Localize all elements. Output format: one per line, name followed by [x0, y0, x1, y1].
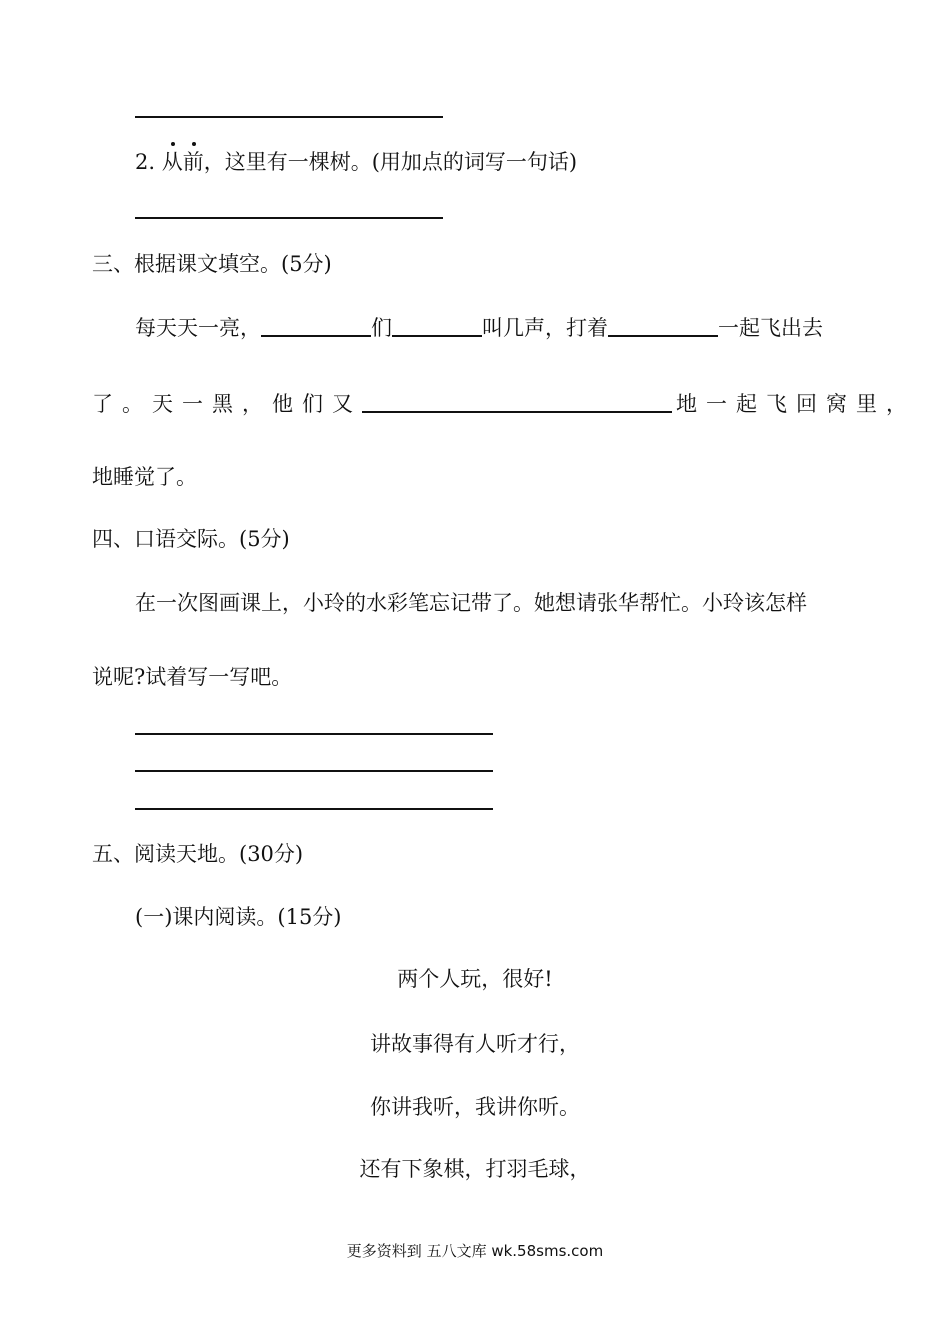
answer-line-q2[interactable]: [135, 217, 443, 219]
section-4-title: 四、口语交际。(5分): [92, 527, 290, 551]
answer-line-s4-3[interactable]: [135, 808, 493, 810]
section-4-prompt-line-2: 说呢?试着写一写吧。: [92, 665, 293, 689]
emphasis-dot-2: [192, 142, 196, 146]
fill-text-1b: 们: [371, 316, 392, 340]
fill-text-2b: 地一起飞回窝里，: [676, 392, 916, 416]
section-5-title: 五、阅读天地。(30分): [92, 842, 304, 866]
section-3-line-1: [135, 313, 823, 342]
footer-watermark: 更多资料到 五八文库 wk.58sms.com: [346, 1242, 604, 1260]
answer-line-s4-2[interactable]: [135, 770, 493, 772]
fill-text-1d: 一起飞出去: [718, 316, 823, 340]
fill-text-2a: 了。天一黑，他们又: [92, 392, 362, 416]
poem-line-1: 两个人玩，很好!: [397, 967, 553, 991]
question-2-text: 2. 从前，这里有一棵树。(用加点的词写一句话): [135, 150, 578, 174]
answer-line-q1[interactable]: [135, 116, 443, 118]
section-3-line-3: 地睡觉了。: [92, 465, 197, 489]
poem-line-2: 讲故事得有人听才行，: [370, 1032, 580, 1056]
fill-blank-3[interactable]: [608, 313, 718, 337]
fill-text-1a: 每天天一亮，: [135, 316, 261, 340]
fill-blank-1[interactable]: [261, 313, 371, 337]
poem-line-4: 还有下象棋，打羽毛球，: [359, 1157, 591, 1181]
section-3-title: 三、根据课文填空。(5分): [92, 252, 332, 276]
section-4-prompt-line-1: 在一次图画课上，小玲的水彩笔忘记带了。她想请张华帮忙。小玲该怎样: [135, 591, 807, 615]
poem-line-3: 你讲我听，我讲你听。: [370, 1095, 580, 1119]
fill-text-1c: 叫几声，打着: [482, 316, 608, 340]
section-3-line-2: [92, 389, 916, 418]
emphasis-dot-1: [171, 142, 175, 146]
answer-line-s4-1[interactable]: [135, 733, 493, 735]
fill-blank-4[interactable]: [362, 389, 672, 413]
section-5-subtitle: (一)课内阅读。(15分): [135, 905, 342, 929]
fill-blank-2[interactable]: [392, 313, 482, 337]
